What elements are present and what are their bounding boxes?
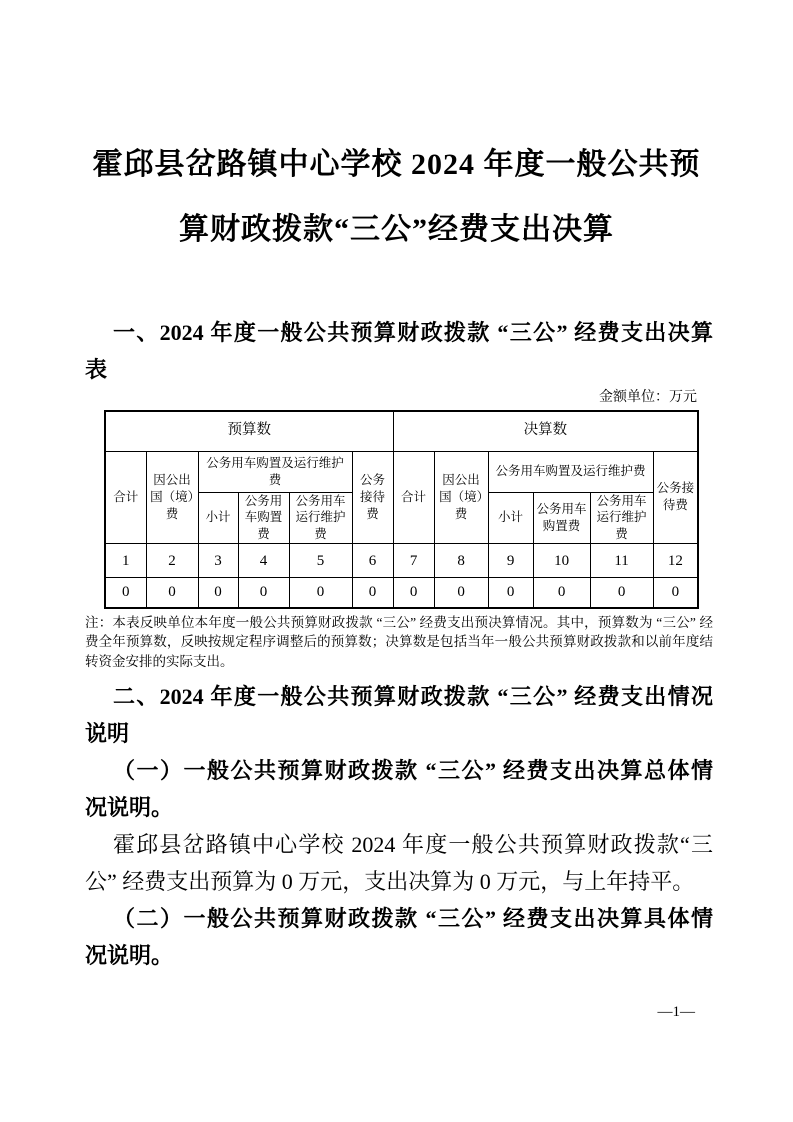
budget-col-vehicle-group: 公务用车购置及运行维护费 xyxy=(198,451,352,492)
document-title-line-1: 霍邱县岔路镇中心学校 2024 年度一般公共预 xyxy=(92,148,701,181)
subsection-one-heading-line-2: 况说明。 xyxy=(85,795,174,821)
table-header-row-1 xyxy=(105,451,698,492)
table-value-row xyxy=(105,578,698,608)
table-note: 注：本表反映单位本年度一般公共预算财政拨款 “三公” 经费支出预决算情况。其中，预算数为 “三公” 经费全年预算数，反映按规定程序调整后的预算数；决算数是包括当年一般公共预算财政拨款和以前年度结转资金安排的实际支出。 xyxy=(85,614,713,669)
index-cell: 11 xyxy=(590,544,653,578)
value-cell: 0 xyxy=(352,578,393,608)
value-cell: 0 xyxy=(146,578,198,608)
section-one-heading xyxy=(85,314,713,388)
budget-group-header: 预算数 xyxy=(105,411,393,451)
index-cell: 5 xyxy=(289,544,352,578)
index-cell: 2 xyxy=(146,544,198,578)
table-index-row xyxy=(105,544,698,578)
table-group-header-row xyxy=(105,411,698,451)
value-cell: 0 xyxy=(238,578,289,608)
index-cell: 3 xyxy=(198,544,238,578)
document-title-line-2: 算财政拨款“三公”经费支出决算 xyxy=(179,213,614,246)
value-cell: 0 xyxy=(289,578,352,608)
index-cell: 4 xyxy=(238,544,289,578)
final-col-vehicle-purchase: 公务用车购置费 xyxy=(533,492,590,544)
section-two-heading-line-1: 二、2024 年度一般公共预算财政拨款 “三公” 经费支出情况 xyxy=(113,684,713,710)
budget-col-vehicle-purchase: 公务用车购置费 xyxy=(238,492,289,544)
index-cell: 10 xyxy=(533,544,590,578)
final-col-reception: 公务接待费 xyxy=(653,451,698,544)
budget-col-vehicle-subtotal: 小计 xyxy=(198,492,238,544)
section-two-heading-line-2: 说明 xyxy=(85,721,130,747)
value-cell: 0 xyxy=(198,578,238,608)
subsection-one-body-line-1: 霍邱县岔路镇中心学校 2024 年度一般公共预算财政拨款“三 xyxy=(113,832,713,858)
section-one-heading-line-1: 一、2024 年度一般公共预算财政拨款 “三公” 经费支出决算 xyxy=(113,320,713,345)
subsection-one-heading-line-1: （一）一般公共预算财政拨款 “三公” 经费支出决算总体情 xyxy=(113,758,713,784)
subsection-two-heading-line-2: 况说明。 xyxy=(85,943,174,969)
budget-col-vehicle-maintenance: 公务用车运行维护费 xyxy=(289,492,352,544)
value-cell: 0 xyxy=(434,578,488,608)
table-unit-label: 金额单位：万元 xyxy=(599,390,697,405)
final-group-header: 决算数 xyxy=(393,411,698,451)
value-cell: 0 xyxy=(393,578,434,608)
index-cell: 1 xyxy=(105,544,146,578)
section-two-heading xyxy=(85,678,713,752)
subsection-one-body xyxy=(85,826,713,900)
value-cell: 0 xyxy=(590,578,653,608)
final-col-abroad: 因公出国（境）费 xyxy=(434,451,488,544)
section-one-heading-line-2: 表 xyxy=(85,357,108,382)
document-title xyxy=(40,132,753,262)
value-cell: 0 xyxy=(533,578,590,608)
final-col-vehicle-maintenance: 公务用车运行维护费 xyxy=(590,492,653,544)
budget-col-abroad: 因公出国（境）费 xyxy=(146,451,198,544)
subsection-two-heading xyxy=(85,900,713,974)
value-cell: 0 xyxy=(105,578,146,608)
subsection-one-heading xyxy=(85,752,713,826)
final-col-vehicle-group: 公务用车购置及运行维护费 xyxy=(488,451,653,492)
final-col-vehicle-subtotal: 小计 xyxy=(488,492,533,544)
three-public-expense-table xyxy=(104,410,699,609)
index-cell: 12 xyxy=(653,544,698,578)
subsection-one-body-line-2: 公” 经费支出预算为 0 万元，支出决算为 0 万元，与上年持平。 xyxy=(85,869,695,895)
final-col-total: 合计 xyxy=(393,451,434,544)
index-cell: 6 xyxy=(352,544,393,578)
value-cell: 0 xyxy=(653,578,698,608)
index-cell: 9 xyxy=(488,544,533,578)
index-cell: 7 xyxy=(393,544,434,578)
budget-col-total: 合计 xyxy=(105,451,146,544)
subsection-two-heading-line-1: （二）一般公共预算财政拨款 “三公” 经费支出决算具体情 xyxy=(113,906,713,932)
budget-col-reception: 公务接待费 xyxy=(352,451,393,544)
page-number: —1— xyxy=(657,1004,695,1021)
value-cell: 0 xyxy=(488,578,533,608)
index-cell: 8 xyxy=(434,544,488,578)
